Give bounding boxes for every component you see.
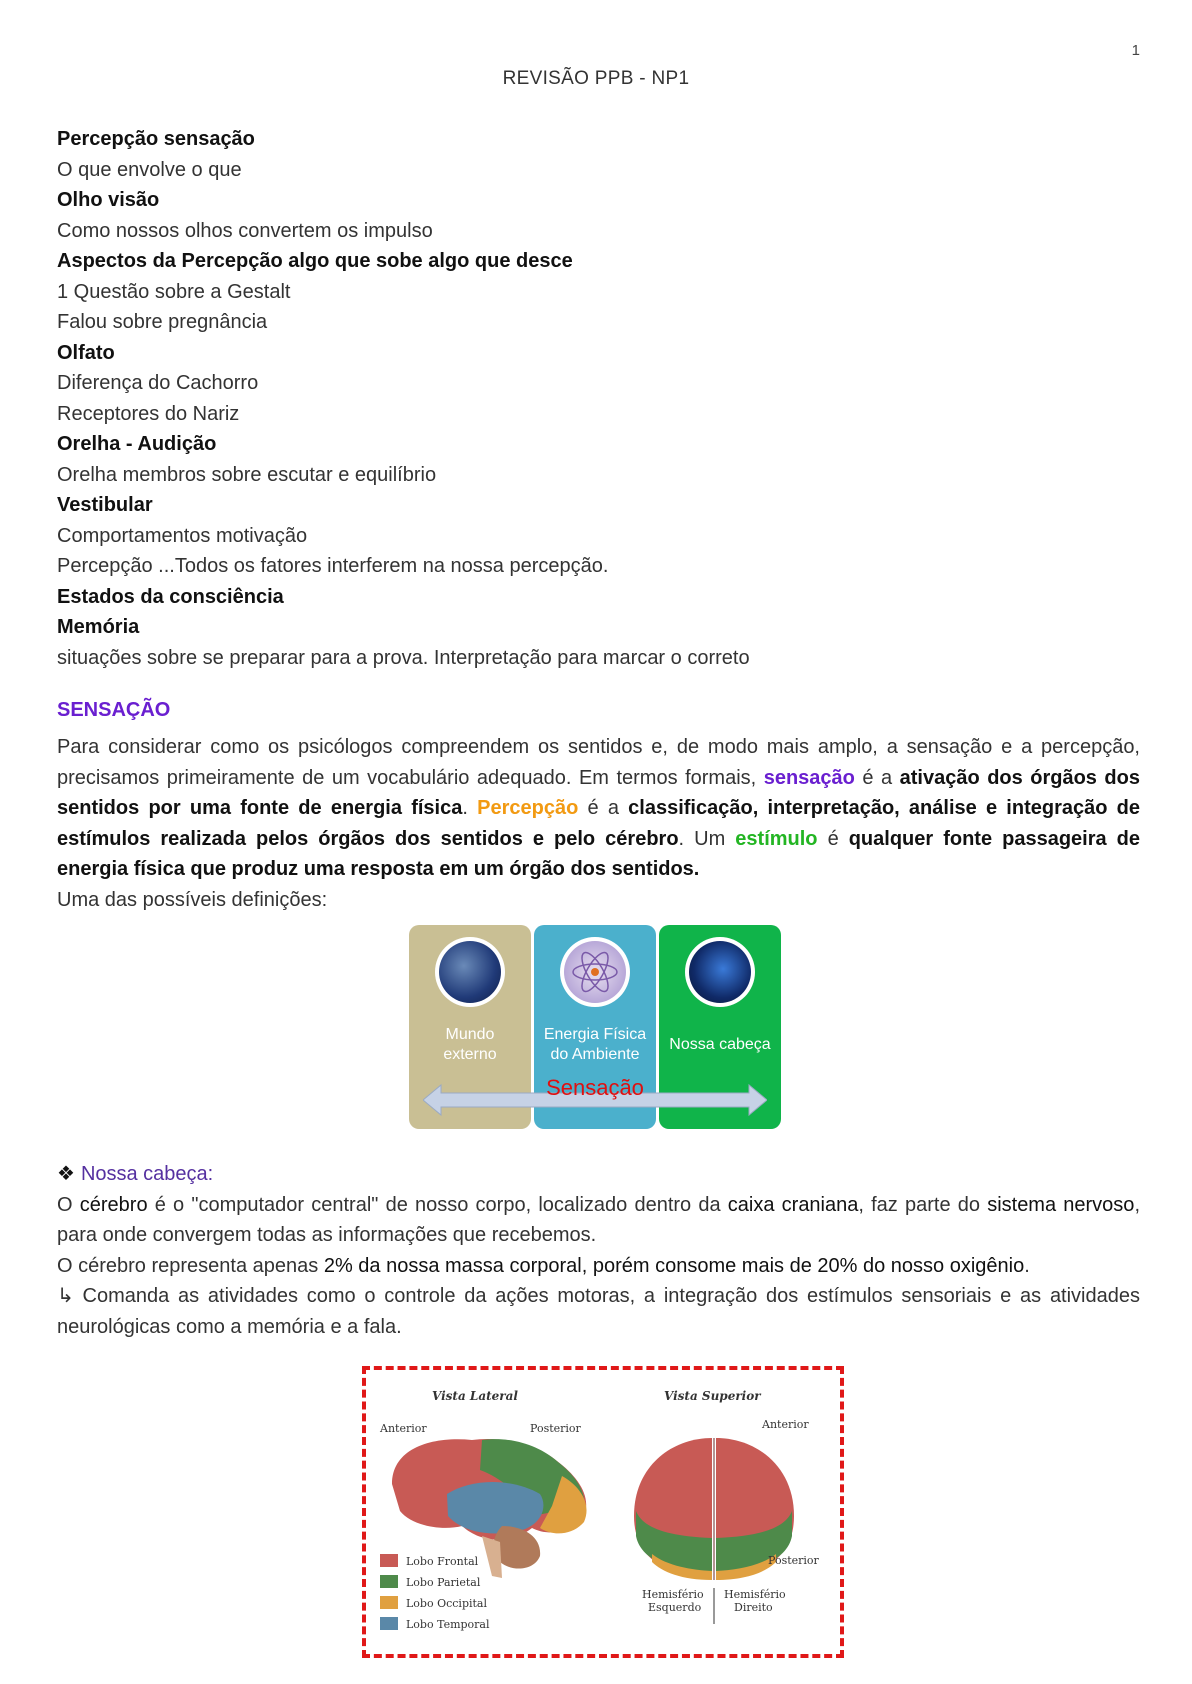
def-sensacao: ativação dos órgãos dos sentidos por uma fonte de energia física (57, 766, 1140, 819)
dashed-frame (362, 1366, 844, 1658)
note-heading: Olfato (57, 341, 115, 364)
superior-posterior: Posterior (768, 1554, 819, 1567)
comanda-paragraph: ↳ Comanda as atividades como o controle da ações motoras, a integração dos estímulos sensoriais e as atividades neurológicas como a memória e a fala. (57, 1285, 1140, 1338)
note-heading: Aspectos da Percepção algo que sobe algo que desce (57, 250, 573, 272)
page-header-title: REVISÃO PPB - NP1 (502, 68, 690, 89)
note-line: Orelha membros sobre escutar e equilíbrio (57, 463, 437, 486)
box-label-mundo-externo: Mundo externo (443, 1026, 497, 1063)
legend-parietal: Lobo Parietal (406, 1576, 481, 1589)
hemisferio-direito-2: Direito (734, 1601, 773, 1614)
brain-figure (362, 1366, 844, 1658)
massa-paragraph: O cérebro representa apenas 2% da nossa massa corporal, porém consome mais de 20% do nosso oxigênio. (57, 1254, 1030, 1277)
note-line: Diferença do Cachorro (57, 372, 259, 394)
lateral-posterior: Posterior (530, 1422, 581, 1435)
sensacao-paragraph: Para considerar como os psicólogos compreendem os sentidos e, de modo mais amplo, a sensação e a percepção, precisamos primeiramente de um vocabulário adequado. Em termos formais, sensação é a ativação dos órgãos dos sentidos por uma fonte de energia física. Percepção é a classificação, interpretação, análise e integração de estímulos realizada pelos órgãos dos sentidos e pelo cérebro. Um estímulo é qualquer fonte passageira de energia física que produz uma resposta em um órgão dos sentidos. (57, 736, 1140, 880)
document-body (57, 124, 1140, 1658)
brain-head-icon (685, 937, 755, 1007)
cerebro-paragraph: O cérebro é o "computador central" de nosso corpo, localizado dentro da caixa craniana, faz parte do sistema nervoso, para onde convergem todas as informações que recebemos. (57, 1193, 1140, 1246)
note-heading: Percepção sensação (57, 128, 255, 150)
page-number: 1 (1131, 42, 1140, 59)
hemisferio-esquerdo-2: Esquerdo (648, 1601, 702, 1614)
arrow-label-sensacao: Sensação (546, 1075, 644, 1100)
term-estimulo: estímulo (735, 827, 818, 850)
def-estimulo: qualquer fonte passageira de energia física que produz uma resposta em um órgão dos sentidos. (57, 827, 1140, 880)
note-line: situações sobre se preparar para a prova. Interpretação para marcar o correto (57, 646, 750, 669)
box-label-energia-fisica: Energia Física do Ambiente (543, 1026, 647, 1063)
legend-temporal: Lobo Temporal (406, 1618, 490, 1631)
term-percepcao: Percepção (477, 797, 579, 819)
lateral-title: Vista Lateral (432, 1389, 518, 1403)
diamond-bullet-icon: ❖ (57, 1163, 75, 1185)
box-label-nossa-cabeca: Nossa cabeça (669, 1036, 771, 1053)
note-line: Receptores do Nariz (57, 402, 240, 425)
superior-anterior: Anterior (762, 1418, 809, 1431)
hemisferio-esquerdo-1: Hemisfério (642, 1588, 704, 1601)
note-heading: Orelha - Audição (57, 433, 217, 455)
note-line: Comportamentos motivação (57, 524, 308, 547)
note-line: Como nossos olhos convertem os impulso (57, 219, 433, 242)
term-sensacao: sensação (763, 766, 855, 789)
lateral-anterior: Anterior (380, 1422, 427, 1435)
legend-occipital: Lobo Occipital (406, 1597, 488, 1610)
def-percepcao: classificação, interpretação, análise e integração de estímulos realizada pelos órgãos dos sentidos e pelo cérebro (57, 797, 1140, 850)
note-heading: Vestibular (57, 494, 153, 516)
note-heading: Memória (57, 616, 140, 638)
note-line: Falou sobre pregnância (57, 311, 268, 333)
note-heading: Olho visão (57, 189, 160, 211)
legend-frontal: Lobo Frontal (406, 1555, 479, 1568)
section-title-sensacao: SENSAÇÃO (57, 699, 171, 721)
note-line: O que envolve o que (57, 158, 242, 181)
note-line: Percepção ...Todos os fatores interferem na nossa percepção. (57, 555, 609, 577)
note-line: 1 Questão sobre a Gestalt (57, 280, 291, 303)
sensacao-diagram (409, 925, 781, 1129)
superior-title: Vista Superior (664, 1389, 761, 1403)
atom-icon (560, 937, 630, 1007)
note-heading: Estados da consciência (57, 585, 284, 608)
hemisferio-direito-1: Hemisfério (724, 1588, 786, 1601)
nossa-cabeca-title: ❖ Nossa cabeça: (57, 1163, 214, 1185)
notes-list (57, 124, 1140, 673)
definicoes-line: Uma das possíveis definições: (57, 888, 328, 911)
globe-icon (435, 937, 505, 1007)
